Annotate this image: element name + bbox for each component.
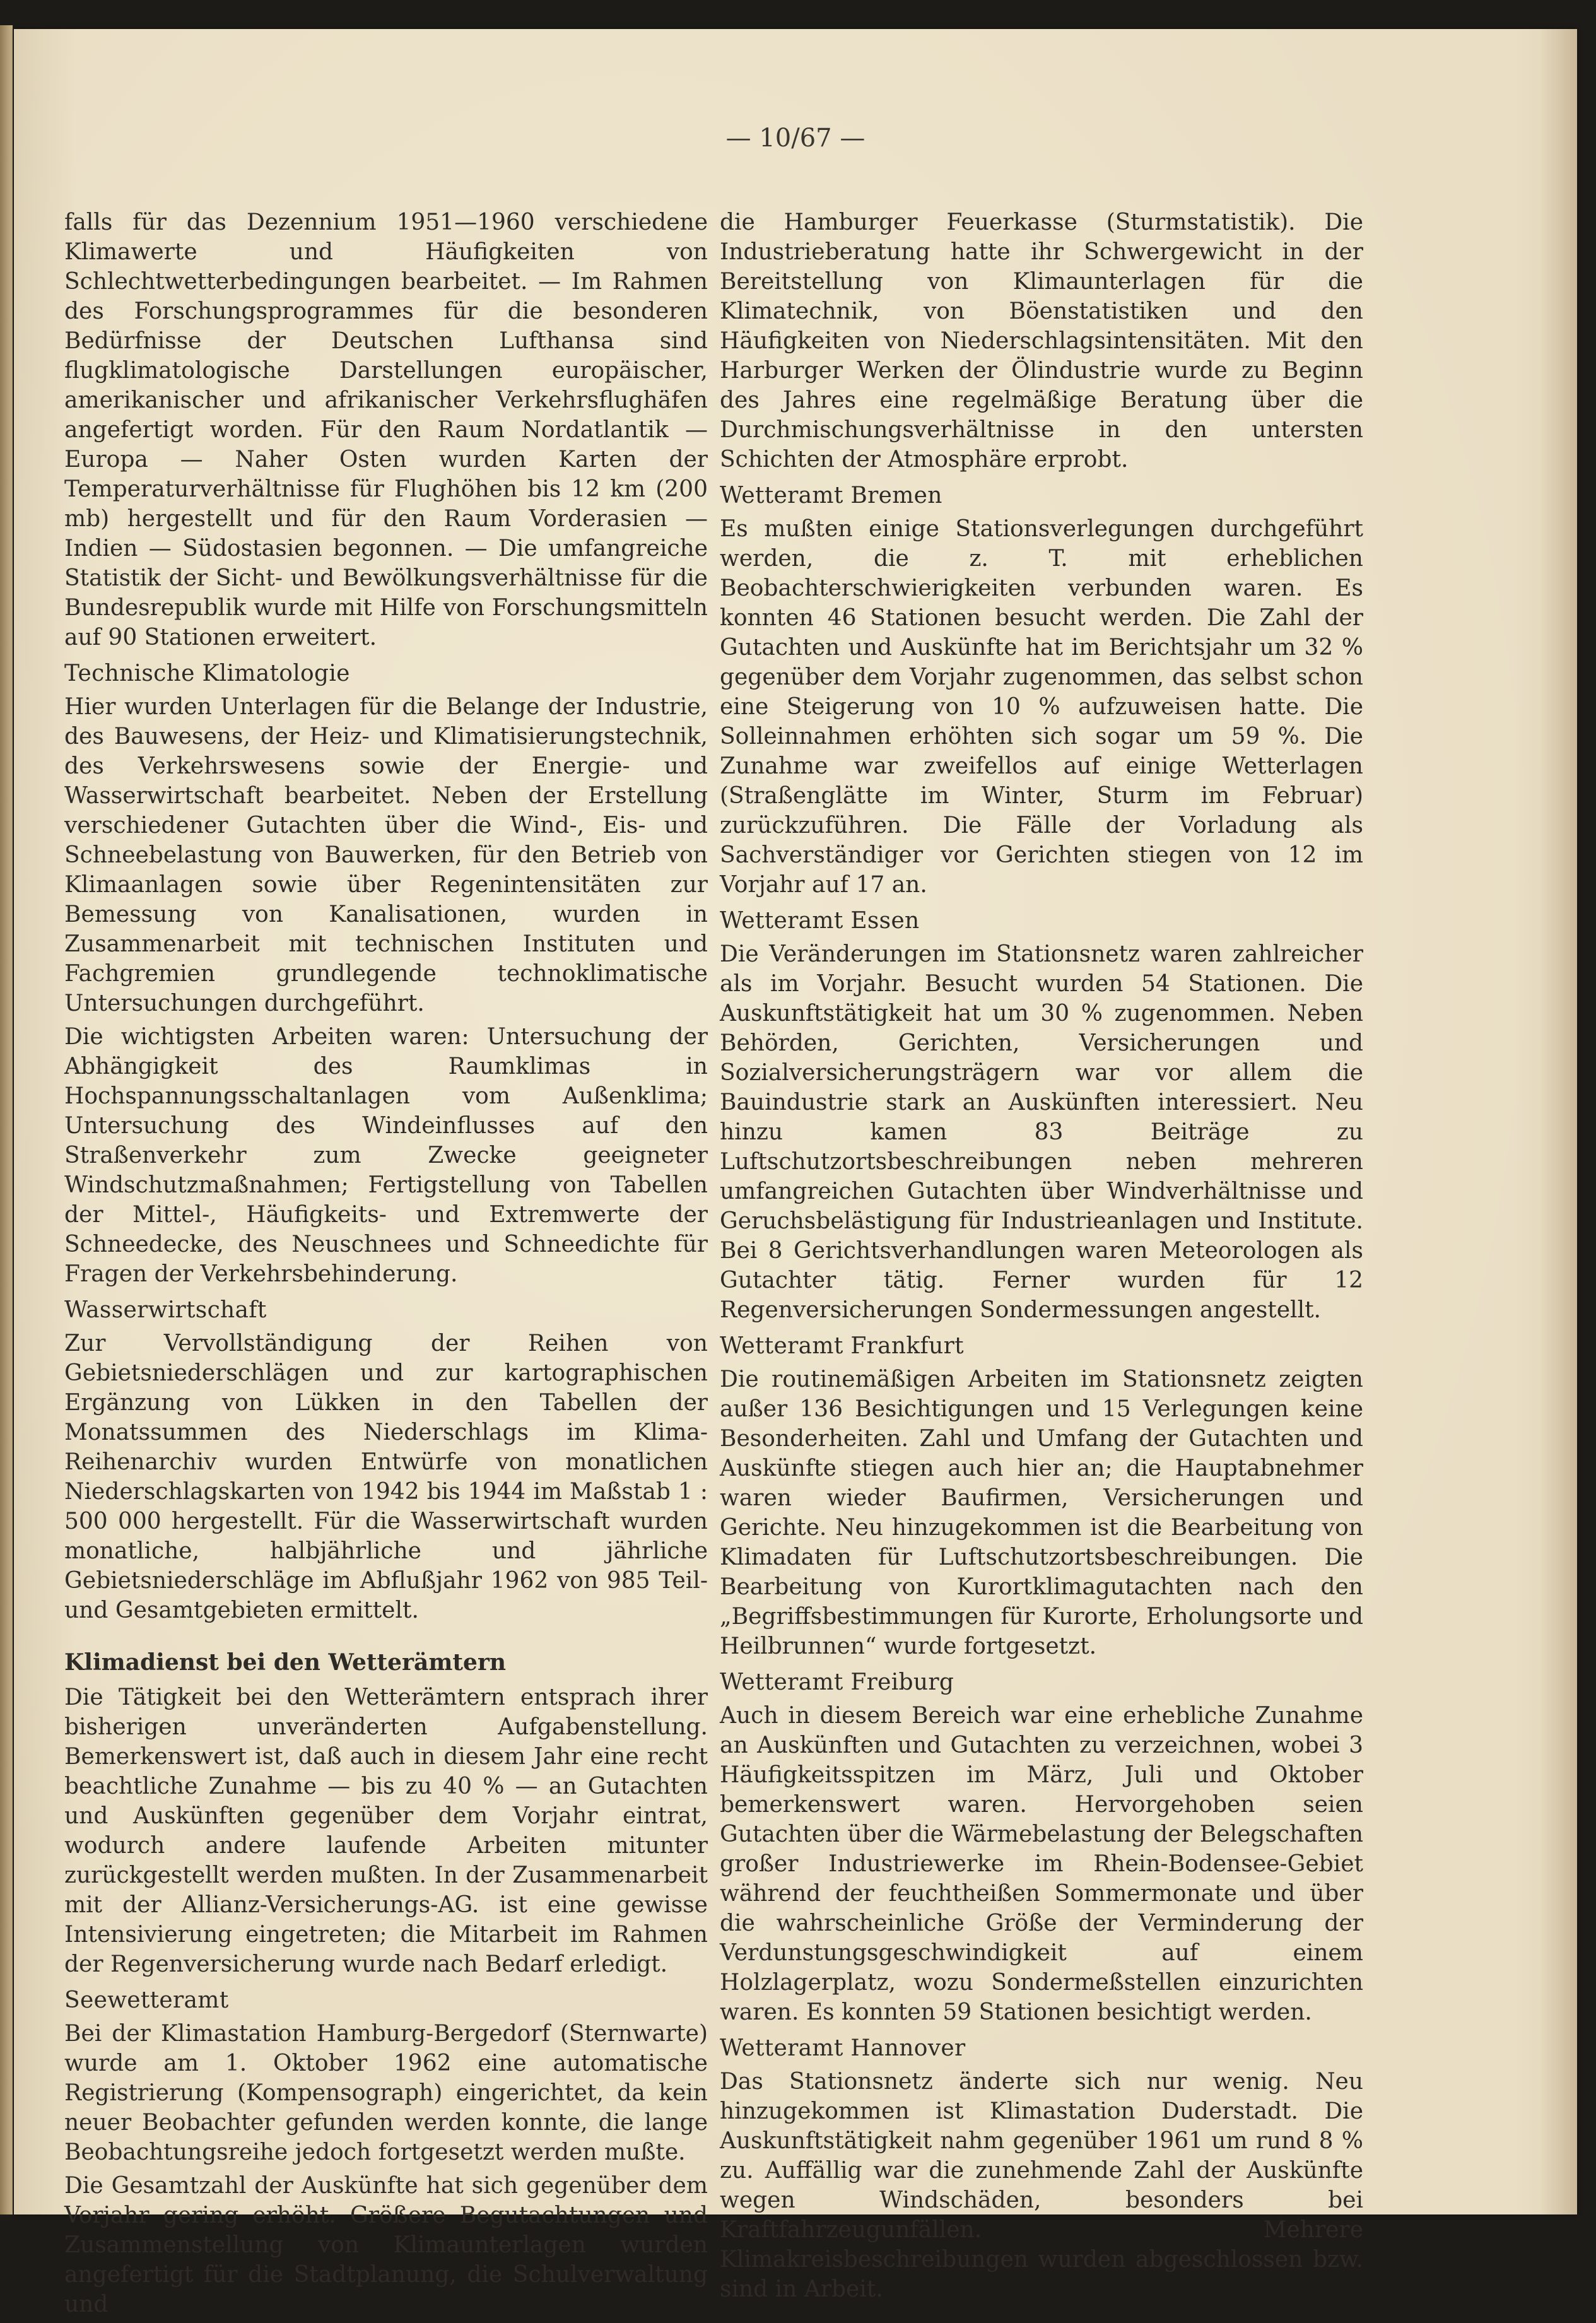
paragraph: Die Gesamtzahl der Auskünfte hat sich gegenüber dem Vorjahr gering erhöht. Größere Begutachtungen und Zusammenstellung von Klimaunterlagen wurden angefertigt für die Stadtplanung, die Schulverwaltung und — [64, 2173, 708, 2317]
paragraph: Hier wurden Unterlagen für die Belange der Industrie, des Bauwesens, der Heiz- und Klimatisierungstechnik, des Verkehrswesens sowie der Energie- und Wasserwirtschaft bearbeitet. Neben der Erstellung verschiedener Gutachten über die Wind-, Eis- und Schneebelastung von Bauwerken, für den Betrieb von Klimaanlagen sowie über Regenintensitäten zur Bemessung von Kanalisationen, wurden in Zusammenarbeit mit technischen Instituten und Fachgremien grundlegende technoklimatische Untersuchungen durchgeführt. — [64, 694, 708, 1016]
previous-page-edge — [0, 25, 13, 2214]
paragraph: Die wichtigsten Arbeiten waren: Untersuchung der Abhängigkeit des Raumklimas in Hochspannungsschaltanlagen vom Außenklima; Untersuchung des Windeinflusses auf den Straßenverkehr zum Zwecke geeigneter Windschutzmaßnahmen; Fertigstellung von Tabellen der Mittel-, Häufigkeits- und Extremwerte der Schneedecke, des Neuschnees und Schneedichte für Fragen der Verkehrsbehinderung. — [64, 1024, 708, 1287]
section-heading-hannover: Wetteramt Hannover — [720, 2035, 966, 2061]
paragraph: Das Stationsnetz änderte sich nur wenig. Neu hinzugekommen ist Klimastation Duderstadt. Die Auskunftstätigkeit nahm gegenüber 1961 um rund 8 % zu. Auffällig war die zunehmende Zahl der Auskünfte wegen Windschäden, besonders bei Kraftfahrzeugunfällen. Mehrere Klimakreisbeschreibungen wurden abgeschlossen bzw. sind in Arbeit. — [720, 2069, 1363, 2302]
section-heading-technische-klimatologie: Technische Klimatologie — [64, 661, 350, 686]
left-column — [64, 208, 708, 2323]
paragraph: Bei der Klimastation Hamburg-Bergedorf (Sternwarte) wurde am 1. Oktober 1962 eine automatische Registrierung (Kompensograph) eingerichtet, da kein neuer Beobachter gefunden werden konnte, die lange Beobachtungsreihe jedoch fortgesetzt werden mußte. — [64, 2021, 708, 2165]
paragraph: Die routinemäßigen Arbeiten im Stationsnetz zeigten außer 136 Besichtigungen und 15 Verlegungen keine Besonderheiten. Zahl und Umfang der Gutachten und Auskünfte stiegen auch hier an; die Hauptabnehmer waren wieder Baufirmen, Versicherungen und Gerichte. Neu hinzugekommen ist die Bearbeitung von Klimadaten für Luftschutzortsbeschreibungen. Die Bearbeitung von Kurortklimagutachten nach den „Begriffsbestimmungen für Kurorte, Erholungsorte und Heilbrunnen“ wurde fortgesetzt. — [720, 1367, 1363, 1659]
page-number: — 10/67 — — [725, 124, 865, 153]
paragraph: falls für das Dezennium 1951—1960 verschiedene Klimawerte und Häufigkeiten von Schlechtwetterbedingungen bearbeitet. — Im Rahmen des Forschungsprogrammes für die besonderen Bedürfnisse der Deutschen Lufthansa sind flugklimatologische Darstellungen europäischer, amerikanischer und afrikanischer Verkehrsflughäfen angefertigt worden. Für den Raum Nordatlantik — Europa — Naher Osten wurden Karten der Temperaturverhältnisse für Flughöhen bis 12 km (200 mb) hergestellt und für den Raum Vorderasien — Indien — Südostasien begonnen. — Die umfangreiche Statistik der Sicht- und Bewölkungsverhältnisse für die Bundesrepublik wurde mit Hilfe von Forschungsmitteln auf 90 Stationen erweitert. — [64, 209, 708, 650]
paragraph: Zur Vervollständigung der Reihen von Gebietsniederschlägen und zur kartographischen Ergänzung von Lükken in den Tabellen der Monatssummen des Niederschlags im Klima-Reihenarchiv wurden Entwürfe von monatlichen Niederschlagskarten von 1942 bis 1944 im Maßstab 1 : 500 000 hergestellt. Für die Wasserwirtschaft wurden monatliche, halbjährliche und jährliche Gebietsniederschläge im Abflußjahr 1962 von 985 Teil- und Gesamtgebieten ermittelt. — [64, 1331, 708, 1623]
paragraph: Auch in diesem Bereich war eine erhebliche Zunahme an Auskünften und Gutachten zu verzeichnen, wobei 3 Häufigkeitsspitzen im März, Juli und Oktober bemerkenswert waren. Hervorgehoben seien Gutachten über die Wärmebelastung der Belegschaften großer Industriewerke im Rhein-Bodensee-Gebiet während der feuchtheißen Sommermonate und über die wahrscheinliche Größe der Verminderung der Verdunstungsgeschwindigkeit auf einem Holzlagerplatz, wozu Sondermeßstellen einzurichten waren. Es konnten 59 Stationen besichtigt werden. — [720, 1703, 1363, 2025]
paragraph: Die Tätigkeit bei den Wetterämtern entsprach ihrer bisherigen unveränderten Aufgabenstellung. Bemerkenswert ist, daß auch in diesem Jahr eine recht beachtliche Zunahme — bis zu 40 % — an Gutachten und Auskünften gegenüber dem Vorjahr eintrat, wodurch andere laufende Arbeiten mitunter zurückgestellt werden mußten. In der Zusammenarbeit mit der Allianz-Versicherungs-AG. ist eine gewisse Intensivierung eingetreten; die Mitarbeit im Rahmen der Regenversicherung wurde nach Bedarf erledigt. — [64, 1685, 708, 1977]
section-heading-freiburg: Wetteramt Freiburg — [720, 1669, 954, 1695]
section-heading-klimadienst: Klimadienst bei den Wetterämtern — [64, 1649, 507, 1676]
right-column — [720, 208, 1363, 2308]
paragraph: die Hamburger Feuerkasse (Sturmstatistik). Die Industrieberatung hatte ihr Schwergewicht in der Bereitstellung von Klimaunterlagen für die Klimatechnik, von Böenstatistiken und den Häufigkeiten von Niederschlagsintensitäten. Mit den Harburger Werken der Ölindustrie wurde zu Beginn des Jahres eine regelmäßige Beratung über die Durchmischungsverhältnisse in den untersten Schichten der Atmosphäre erprobt. — [720, 209, 1363, 473]
page-edge-shadow — [1539, 29, 1577, 2214]
paragraph: Die Veränderungen im Stationsnetz waren zahlreicher als im Vorjahr. Besucht wurden 54 Stationen. Die Auskunftstätigkeit hat um 30 % zugenommen. Neben Behörden, Gerichten, Versicherungen und Sozialversicherungsträgern war vor allem die Bauindustrie stark an Auskünften interessiert. Neu hinzu kamen 83 Beiträge zu Luftschutzortsbeschreibungen neben mehreren umfangreichen Gutachten über Windverhältnisse und Geruchsbelästigung für Industrieanlagen und Institute. Bei 8 Gerichtsverhandlungen waren Meteorologen als Gutachter tätig. Ferner wurden für 12 Regenversicherungen Sondermessungen angestellt. — [720, 941, 1363, 1323]
section-heading-essen: Wetteramt Essen — [720, 908, 920, 934]
section-heading-wasserwirtschaft: Wasserwirtschaft — [64, 1297, 267, 1323]
document-page — [14, 29, 1577, 2317]
paragraph: Es mußten einige Stationsverlegungen durchgeführt werden, die z. T. mit erheblichen Beobachterschwierigkeiten verbunden waren. Es konnten 46 Stationen besucht werden. Die Zahl der Gutachten und Auskünfte hat im Berichtsjahr um 32 % gegenüber dem Vorjahr zugenommen, das selbst schon eine Steigerung von 10 % aufzuweisen hatte. Die Solleinnahmen erhöhten sich sogar um 59 %. Die Zunahme war zweifellos auf einige Wetterlagen (Straßenglätte im Winter, Sturm im Februar) zurückzuführen. Die Fälle der Vorladung als Sachverständiger vor Gerichten stiegen von 12 im Vorjahr auf 17 an. — [720, 516, 1363, 898]
section-heading-seewetteramt: Seewetteramt — [64, 1987, 229, 2013]
section-heading-bremen: Wetteramt Bremen — [720, 483, 942, 509]
section-heading-frankfurt: Wetteramt Frankfurt — [720, 1333, 964, 1359]
